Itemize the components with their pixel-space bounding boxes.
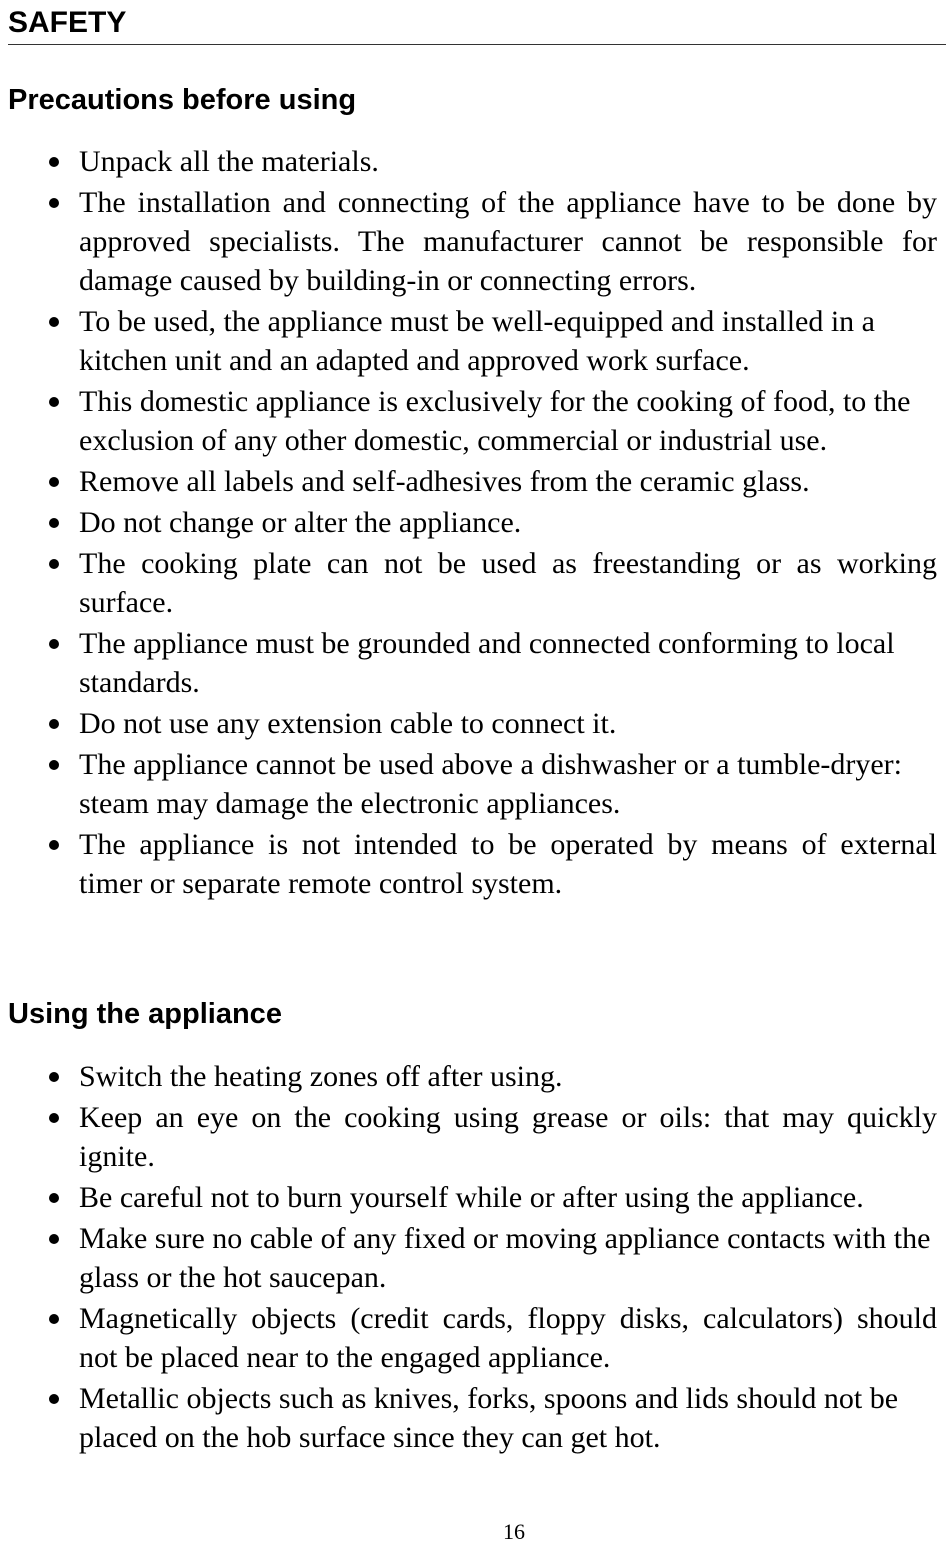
list-item-text: Do not change or alter the appliance.: [79, 506, 522, 539]
bullet-icon: [49, 1193, 59, 1203]
bullet-icon: [49, 639, 59, 649]
list-item: [0, 544, 947, 622]
using-list: [0, 1057, 947, 1459]
bullet-icon: [49, 1314, 59, 1324]
bullet-icon: [49, 559, 59, 569]
list-item-text: This domestic appliance is exclusively for the cooking of food, to the exclusion of any other domestic, commercial or industrial use.: [79, 385, 911, 457]
bullet-icon: [49, 157, 59, 167]
bullet-icon: [49, 198, 59, 208]
list-item-text: Make sure no cable of any fixed or moving appliance contacts with the glass or the hot saucepan.: [79, 1222, 931, 1294]
page-number: 16: [503, 1519, 525, 1544]
list-item-text: The cooking plate can not be used as freestanding or as working surface.: [79, 547, 937, 619]
list-item: [0, 704, 947, 743]
list-item-text: Magnetically objects (credit cards, floppy disks, calculators) should not be placed near to the engaged appliance.: [79, 1302, 937, 1374]
list-item: [0, 302, 947, 380]
precautions-list: [0, 142, 947, 905]
list-item: [0, 503, 947, 542]
bullet-icon: [49, 518, 59, 528]
list-item-text: Be careful not to burn yourself while or after using the appliance.: [79, 1181, 864, 1214]
section-heading-using: Using the appliance: [8, 998, 282, 1030]
page-header: [8, 4, 946, 45]
list-item-text: Switch the heating zones off after using.: [79, 1060, 563, 1093]
list-item: [0, 624, 947, 702]
bullet-icon: [49, 1394, 59, 1404]
bullet-icon: [49, 477, 59, 487]
list-item: [0, 1178, 947, 1217]
list-item: [0, 462, 947, 501]
list-item: [0, 382, 947, 460]
bullet-icon: [49, 1234, 59, 1244]
bullet-icon: [49, 760, 59, 770]
list-item-text: Keep an eye on the cooking using grease or oils: that may quickly ignite.: [79, 1101, 937, 1173]
bullet-icon: [49, 719, 59, 729]
list-item-text: The appliance cannot be used above a dishwasher or a tumble-dryer: steam may damage the electronic appliances.: [79, 748, 903, 820]
list-item: [0, 1219, 947, 1297]
list-item-text: The installation and connecting of the appliance have to be done by approved specialists. The manufacturer cannot be responsible for damage caused by building-in or connecting errors.: [79, 186, 937, 297]
list-item-text: To be used, the appliance must be well-equipped and installed in a kitchen unit and an adapted and approved work surface.: [79, 305, 875, 377]
list-item: [0, 1057, 947, 1096]
list-item: [0, 745, 947, 823]
section-heading-precautions: Precautions before using: [8, 84, 357, 116]
list-item-text: Do not use any extension cable to connect it.: [79, 707, 617, 740]
list-item: [0, 1379, 947, 1457]
list-item-text: The appliance is not intended to be operated by means of external timer or separate remote control system.: [79, 828, 937, 900]
list-item: [0, 1299, 947, 1377]
bullet-icon: [49, 1113, 59, 1123]
list-item-text: Remove all labels and self-adhesives from the ceramic glass.: [79, 465, 810, 498]
bullet-icon: [49, 840, 59, 850]
bullet-icon: [49, 1072, 59, 1082]
list-item-text: Metallic objects such as knives, forks, spoons and lids should not be placed on the hob surface since they can get hot.: [79, 1382, 899, 1454]
list-item: [0, 825, 947, 903]
list-item-text: Unpack all the materials.: [79, 145, 379, 178]
list-item: [0, 183, 947, 300]
list-item: [0, 1098, 947, 1176]
page-title: SAFETY: [8, 6, 127, 39]
list-item: [0, 142, 947, 181]
bullet-icon: [49, 397, 59, 407]
list-item-text: The appliance must be grounded and connected conforming to local standards.: [79, 627, 895, 699]
bullet-icon: [49, 317, 59, 327]
